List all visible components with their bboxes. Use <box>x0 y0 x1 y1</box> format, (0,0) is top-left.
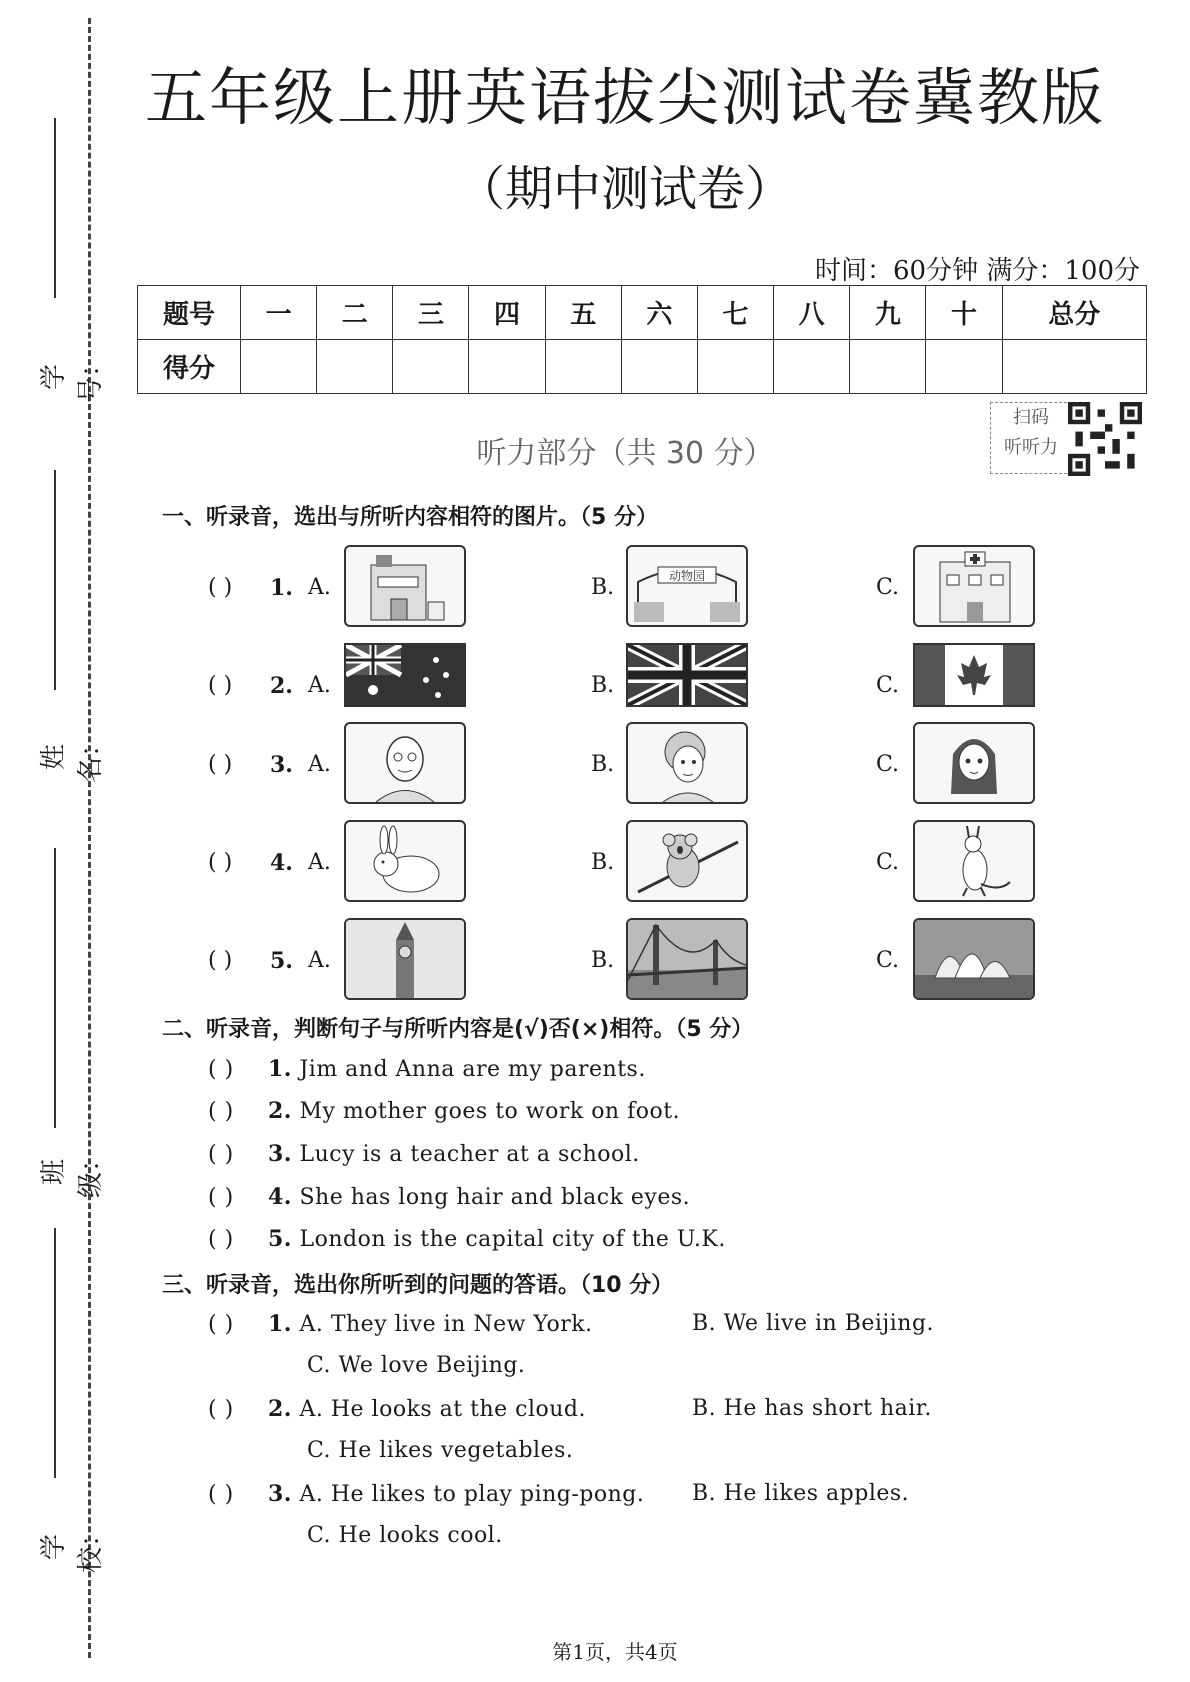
score-cell[interactable] <box>1002 340 1146 394</box>
part2-item-3 <box>208 1141 640 1167</box>
score-header-cell: 四 <box>469 286 545 340</box>
answer-blank[interactable]: ( ) <box>208 752 233 777</box>
option-a-text: A. They live in New York. <box>299 1312 593 1337</box>
option-a-text: A. He likes to play ping-pong. <box>299 1482 645 1507</box>
koala-icon <box>626 820 748 902</box>
option-label: C. <box>876 752 900 777</box>
option-label: C. <box>876 948 900 973</box>
option-label: B. <box>591 673 615 698</box>
sydney-opera-house-icon <box>913 918 1035 1000</box>
part1-item-5 <box>208 918 1108 998</box>
option-label: C. <box>876 850 900 875</box>
school-label: 学校： <box>39 1521 106 1574</box>
option-b-text: B. He likes apples. <box>692 1481 910 1506</box>
score-header-cell: 五 <box>545 286 621 340</box>
score-table <box>137 285 1147 394</box>
score-header-cell: 二 <box>317 286 393 340</box>
score-header-cell: 一 <box>241 286 317 340</box>
statement-text: My mother goes to work on foot. <box>299 1099 681 1124</box>
score-header-cell: 题号 <box>138 286 241 340</box>
question-number: 2. <box>268 1098 292 1124</box>
score-header-cell: 总分 <box>1002 286 1146 340</box>
option-a-text: A. He looks at the cloud. <box>299 1397 587 1422</box>
student-id-label: 学号： <box>39 351 106 404</box>
question-number: 1. <box>268 1056 292 1082</box>
score-cell[interactable] <box>469 340 545 394</box>
zoo-icon <box>626 545 748 627</box>
answer-blank[interactable]: ( ) <box>208 673 233 698</box>
answer-blank[interactable]: ( ) <box>208 1057 234 1082</box>
answer-blank[interactable]: ( ) <box>208 1099 234 1124</box>
part1-item-1 <box>208 545 1108 625</box>
answer-blank[interactable]: ( ) <box>208 575 233 600</box>
question-number: 2. <box>270 673 293 699</box>
option-label: A. <box>308 673 331 698</box>
big-ben-icon <box>344 918 466 1000</box>
part2-item-1 <box>208 1056 646 1082</box>
score-cell[interactable] <box>621 340 697 394</box>
part2-heading: 二、听录音，判断句子与所听内容是(√)否(×)相符。（5 分） <box>162 1017 754 1042</box>
option-label: B. <box>591 850 615 875</box>
answer-blank[interactable]: ( ) <box>208 948 233 973</box>
part1-item-2 <box>208 643 1108 723</box>
old-man-icon <box>344 722 466 804</box>
score-header-cell: 三 <box>393 286 469 340</box>
class-label: 班级： <box>39 1146 106 1199</box>
score-cell[interactable] <box>697 340 773 394</box>
option-label: B. <box>591 752 615 777</box>
question-number: 5. <box>268 1226 292 1252</box>
old-woman-icon <box>626 722 748 804</box>
score-header-cell: 九 <box>850 286 926 340</box>
score-cell[interactable] <box>545 340 621 394</box>
score-cell[interactable] <box>774 340 850 394</box>
golden-gate-bridge-icon <box>626 918 748 1000</box>
question-number: 3. <box>268 1141 292 1167</box>
option-label: C. <box>876 575 900 600</box>
part2-item-4 <box>208 1184 690 1210</box>
uk-flag-icon <box>626 643 748 707</box>
option-label: A. <box>308 575 331 600</box>
option-b-text: B. He has short hair. <box>692 1396 932 1421</box>
zoo-sign-text: 动物园 <box>668 569 706 583</box>
girl-icon <box>913 722 1035 804</box>
canada-flag-icon <box>913 643 1035 707</box>
question-number: 1. <box>270 575 293 601</box>
hospital-icon <box>913 545 1035 627</box>
score-table-score-row <box>138 340 1147 394</box>
part1-item-4 <box>208 820 1108 900</box>
score-cell[interactable] <box>926 340 1002 394</box>
answer-blank[interactable]: ( ) <box>208 1142 234 1167</box>
score-header-cell: 六 <box>621 286 697 340</box>
part3-item-1 <box>208 1311 593 1337</box>
part2-item-5 <box>208 1226 726 1252</box>
qr-label-line2: 听听力 <box>1004 437 1058 458</box>
score-cell[interactable] <box>241 340 317 394</box>
option-c-text: C. He looks cool. <box>307 1523 503 1548</box>
statement-text: Jim and Anna are my parents. <box>299 1057 646 1082</box>
question-number: 3. <box>268 1481 292 1507</box>
question-number: 5. <box>270 948 293 974</box>
option-c-text: C. He likes vegetables. <box>307 1438 574 1463</box>
answer-blank[interactable]: ( ) <box>208 1227 234 1252</box>
question-number: 4. <box>270 850 293 876</box>
student-id-line <box>54 118 56 298</box>
binding-dashed-line <box>88 18 91 1658</box>
answer-blank[interactable]: ( ) <box>208 850 233 875</box>
part3-item-3 <box>208 1481 644 1507</box>
option-label: B. <box>591 948 615 973</box>
statement-text: London is the capital city of the U.K. <box>299 1227 726 1252</box>
score-row-label: 得分 <box>138 340 241 394</box>
part2-item-2 <box>208 1098 680 1124</box>
answer-blank[interactable]: ( ) <box>208 1185 234 1210</box>
option-label: C. <box>876 673 900 698</box>
name-label: 姓名： <box>39 731 106 784</box>
question-number: 1. <box>268 1311 292 1337</box>
score-header-cell: 七 <box>697 286 773 340</box>
rabbit-icon <box>344 820 466 902</box>
time-info: 时间：60分钟 满分：100分 <box>815 256 1140 286</box>
question-number: 2. <box>268 1396 292 1422</box>
option-label: A. <box>308 850 331 875</box>
page-subtitle: （期中测试卷） <box>456 161 793 217</box>
answer-blank[interactable]: ( ) <box>208 1397 234 1422</box>
answer-blank[interactable]: ( ) <box>208 1482 234 1507</box>
score-cell[interactable] <box>317 340 393 394</box>
part3-item-2 <box>208 1396 586 1422</box>
score-cell[interactable] <box>850 340 926 394</box>
name-line <box>54 470 56 690</box>
statement-text: Lucy is a teacher at a school. <box>299 1142 640 1167</box>
score-header-cell: 十 <box>926 286 1002 340</box>
qr-label-line1: 扫码 <box>1013 407 1049 428</box>
score-header-cell: 八 <box>774 286 850 340</box>
option-b-text: B. We live in Beijing. <box>692 1311 935 1336</box>
listening-section-heading: 听力部分（共 30 分） <box>476 436 774 471</box>
school-line <box>54 1228 56 1478</box>
option-c-text: C. We love Beijing. <box>307 1353 526 1378</box>
option-label: A. <box>308 752 331 777</box>
question-number: 4. <box>268 1184 292 1210</box>
part3-heading: 三、听录音，选出你所听到的问题的答语。（10 分） <box>162 1273 674 1298</box>
statement-text: She has long hair and black eyes. <box>299 1185 691 1210</box>
page-footer: 第1页，共4页 <box>552 1640 678 1664</box>
page-title: 五年级上册英语拔尖测试卷冀教版 <box>144 61 1105 134</box>
kangaroo-icon <box>913 820 1035 902</box>
score-cell[interactable] <box>393 340 469 394</box>
part1-item-3 <box>208 722 1108 802</box>
class-line <box>54 848 56 1128</box>
answer-blank[interactable]: ( ) <box>208 1312 234 1337</box>
option-label: A. <box>308 948 331 973</box>
question-number: 3. <box>270 752 293 778</box>
australia-flag-icon <box>344 643 466 707</box>
score-table-header-row <box>138 286 1147 340</box>
part1-heading: 一、听录音，选出与所听内容相符的图片。（5 分） <box>162 505 658 530</box>
option-label: B. <box>591 575 615 600</box>
cinema-icon <box>344 545 466 627</box>
